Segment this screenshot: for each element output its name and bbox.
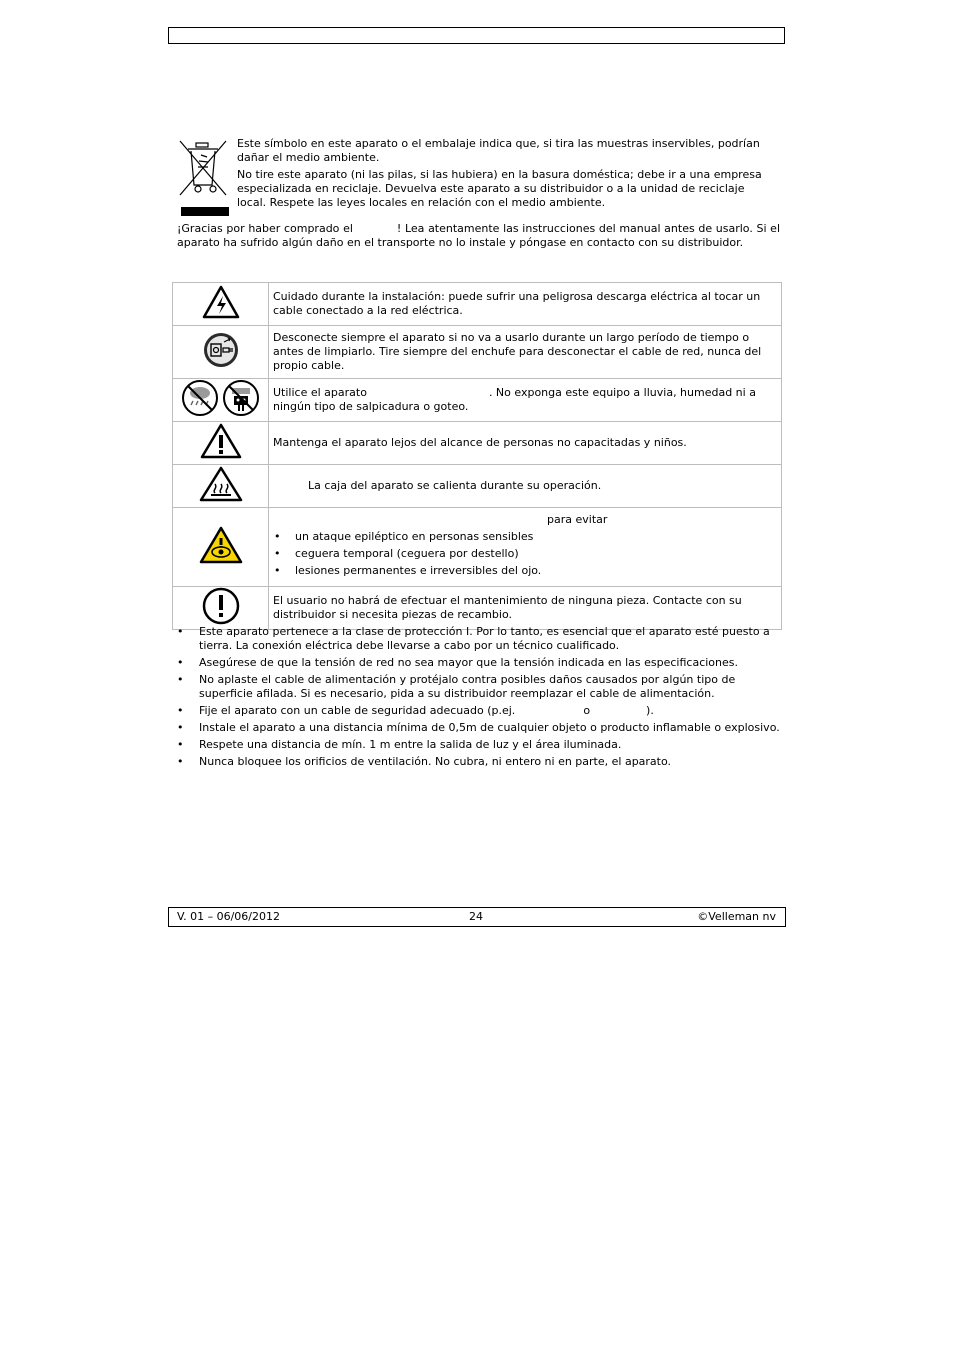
safety-text-service: El usuario no habrá de efectuar el mantenimiento de ninguna pieza. Contacte con su distribuidor si necesita piezas de recambio. [269, 587, 782, 630]
safety-text-light [269, 508, 782, 587]
safety-icon-cell [173, 379, 269, 422]
safety-icon-cell [173, 587, 269, 630]
safety-text-hot [269, 465, 782, 508]
instructions-list [177, 625, 780, 772]
list-item [177, 704, 780, 718]
list-item: • lesiones permanentes e irreversibles del ojo. [273, 564, 776, 578]
safety-text-shock: Cuidado durante la instalación: puede sufrir una peligrosa descarga eléctrica al tocar un cable conectado a la red eléctrica. [269, 283, 782, 326]
light-lead: para evitar [547, 513, 608, 526]
list-item: • Respete una distancia de mín. 1 m entre la salida de luz y el área iluminada. [177, 738, 780, 752]
thanks-part-2: ! Lea atentamente las instrucciones del manual antes de usarlo. Si el aparato ha sufrido algún daño en el transporte no lo instale y póngase en contacto con su distribuidor. [177, 222, 780, 249]
list-item: • un ataque epiléptico en personas sensibles [273, 530, 776, 544]
safety-row-service [173, 587, 782, 630]
list-item: • Nunca bloquee los orificios de ventilación. No cubra, ni entero ni en parte, el aparato. [177, 755, 780, 769]
footer-version: V. 01 – 06/06/2012 [177, 910, 280, 923]
safety-icon-cell [173, 422, 269, 465]
safety-row-children [173, 422, 782, 465]
b4-part-3: ). [646, 704, 654, 717]
hot-surface-icon [198, 493, 244, 506]
safety-text-children: Mantenga el aparato lejos del alcance de personas no capacitadas y niños. [269, 422, 782, 465]
safety-row-shock [173, 283, 782, 326]
electric-shock-icon [201, 310, 241, 323]
weee-bin-icon [177, 137, 231, 217]
safety-text-unplug: Desconecte siempre el aparato si no va a usarlo durante un largo período de tiempo o antes de limpiarlo. Tire siempre del enchufe para desconectar el cable de red, nunca del propio cable. [269, 326, 782, 379]
safety-row-unplug [173, 326, 782, 379]
eye-hazard-icon [198, 555, 244, 568]
list-item: • Instale el aparato a una distancia mínima de 0,5m de cualquier objeto o producto inflamable o explosivo. [177, 721, 780, 735]
unplug-icon [203, 358, 239, 371]
list-item: • ceguera temporal (ceguera por destello) [273, 547, 776, 561]
safety-text-indoor [269, 379, 782, 422]
weee-text [237, 137, 777, 213]
weee-paragraph-1: Este símbolo en este aparato o el embalaje indica que, si tira las muestras inservibles, podrían dañar el medio ambiente. [237, 137, 760, 164]
indoor-part-2: . No exponga este equipo a lluvia, humedad ni a ningún tipo de salpicadura o goteo. [273, 386, 756, 413]
list-item: • No aplaste el cable de alimentación y protéjalo contra posibles daños causados por algún tipo de superficie afilada. Si es necesario, pida a su distribuidor reemplazar el cable de alimentación. [177, 673, 780, 701]
header-box [168, 27, 785, 44]
caution-icon [199, 450, 243, 463]
no-rain-icon [181, 407, 223, 420]
safety-icon-cell [173, 326, 269, 379]
thanks-paragraph [177, 222, 780, 250]
footer-page-number: 24 [469, 910, 483, 923]
safety-icon-cell [173, 465, 269, 508]
list-item: • Este aparato pertenece a la clase de protección I. Por lo tanto, es esencial que el aparato esté puesto a tierra. La conexión eléctrica debe llevarse a cabo por un técnico cualificado. [177, 625, 780, 653]
indoor-part-1: Utilice el aparato [273, 386, 367, 399]
list-item: • Asegúrese de que la tensión de red no sea mayor que la tensión indicada en las especificaciones. [177, 656, 780, 670]
b4-part-1: Fije el aparato con un cable de seguridad adecuado (p.ej. [199, 704, 516, 717]
safety-row-hot [173, 465, 782, 508]
no-water-plug-icon [222, 407, 260, 420]
safety-row-indoor [173, 379, 782, 422]
safety-icon-cell [173, 283, 269, 326]
safety-table [172, 282, 782, 630]
light-hazard-list [273, 530, 776, 578]
safety-icon-cell [173, 508, 269, 587]
thanks-part-1: ¡Gracias por haber comprado el [177, 222, 353, 235]
safety-row-light [173, 508, 782, 587]
weee-paragraph-2: No tire este aparato (ni las pilas, si las hubiera) en la basura doméstica; debe ir a una empresa especializada en reciclaje. Devuelva este aparato a su distribuidor o a la unidad de reciclaje local. Respete las leyes locales en relación con el medio ambiente. [237, 168, 762, 209]
footer-copyright: ©Velleman nv [697, 910, 776, 923]
hot-text: La caja del aparato se calienta durante su operación. [308, 479, 602, 492]
b4-part-2: o [583, 704, 591, 717]
